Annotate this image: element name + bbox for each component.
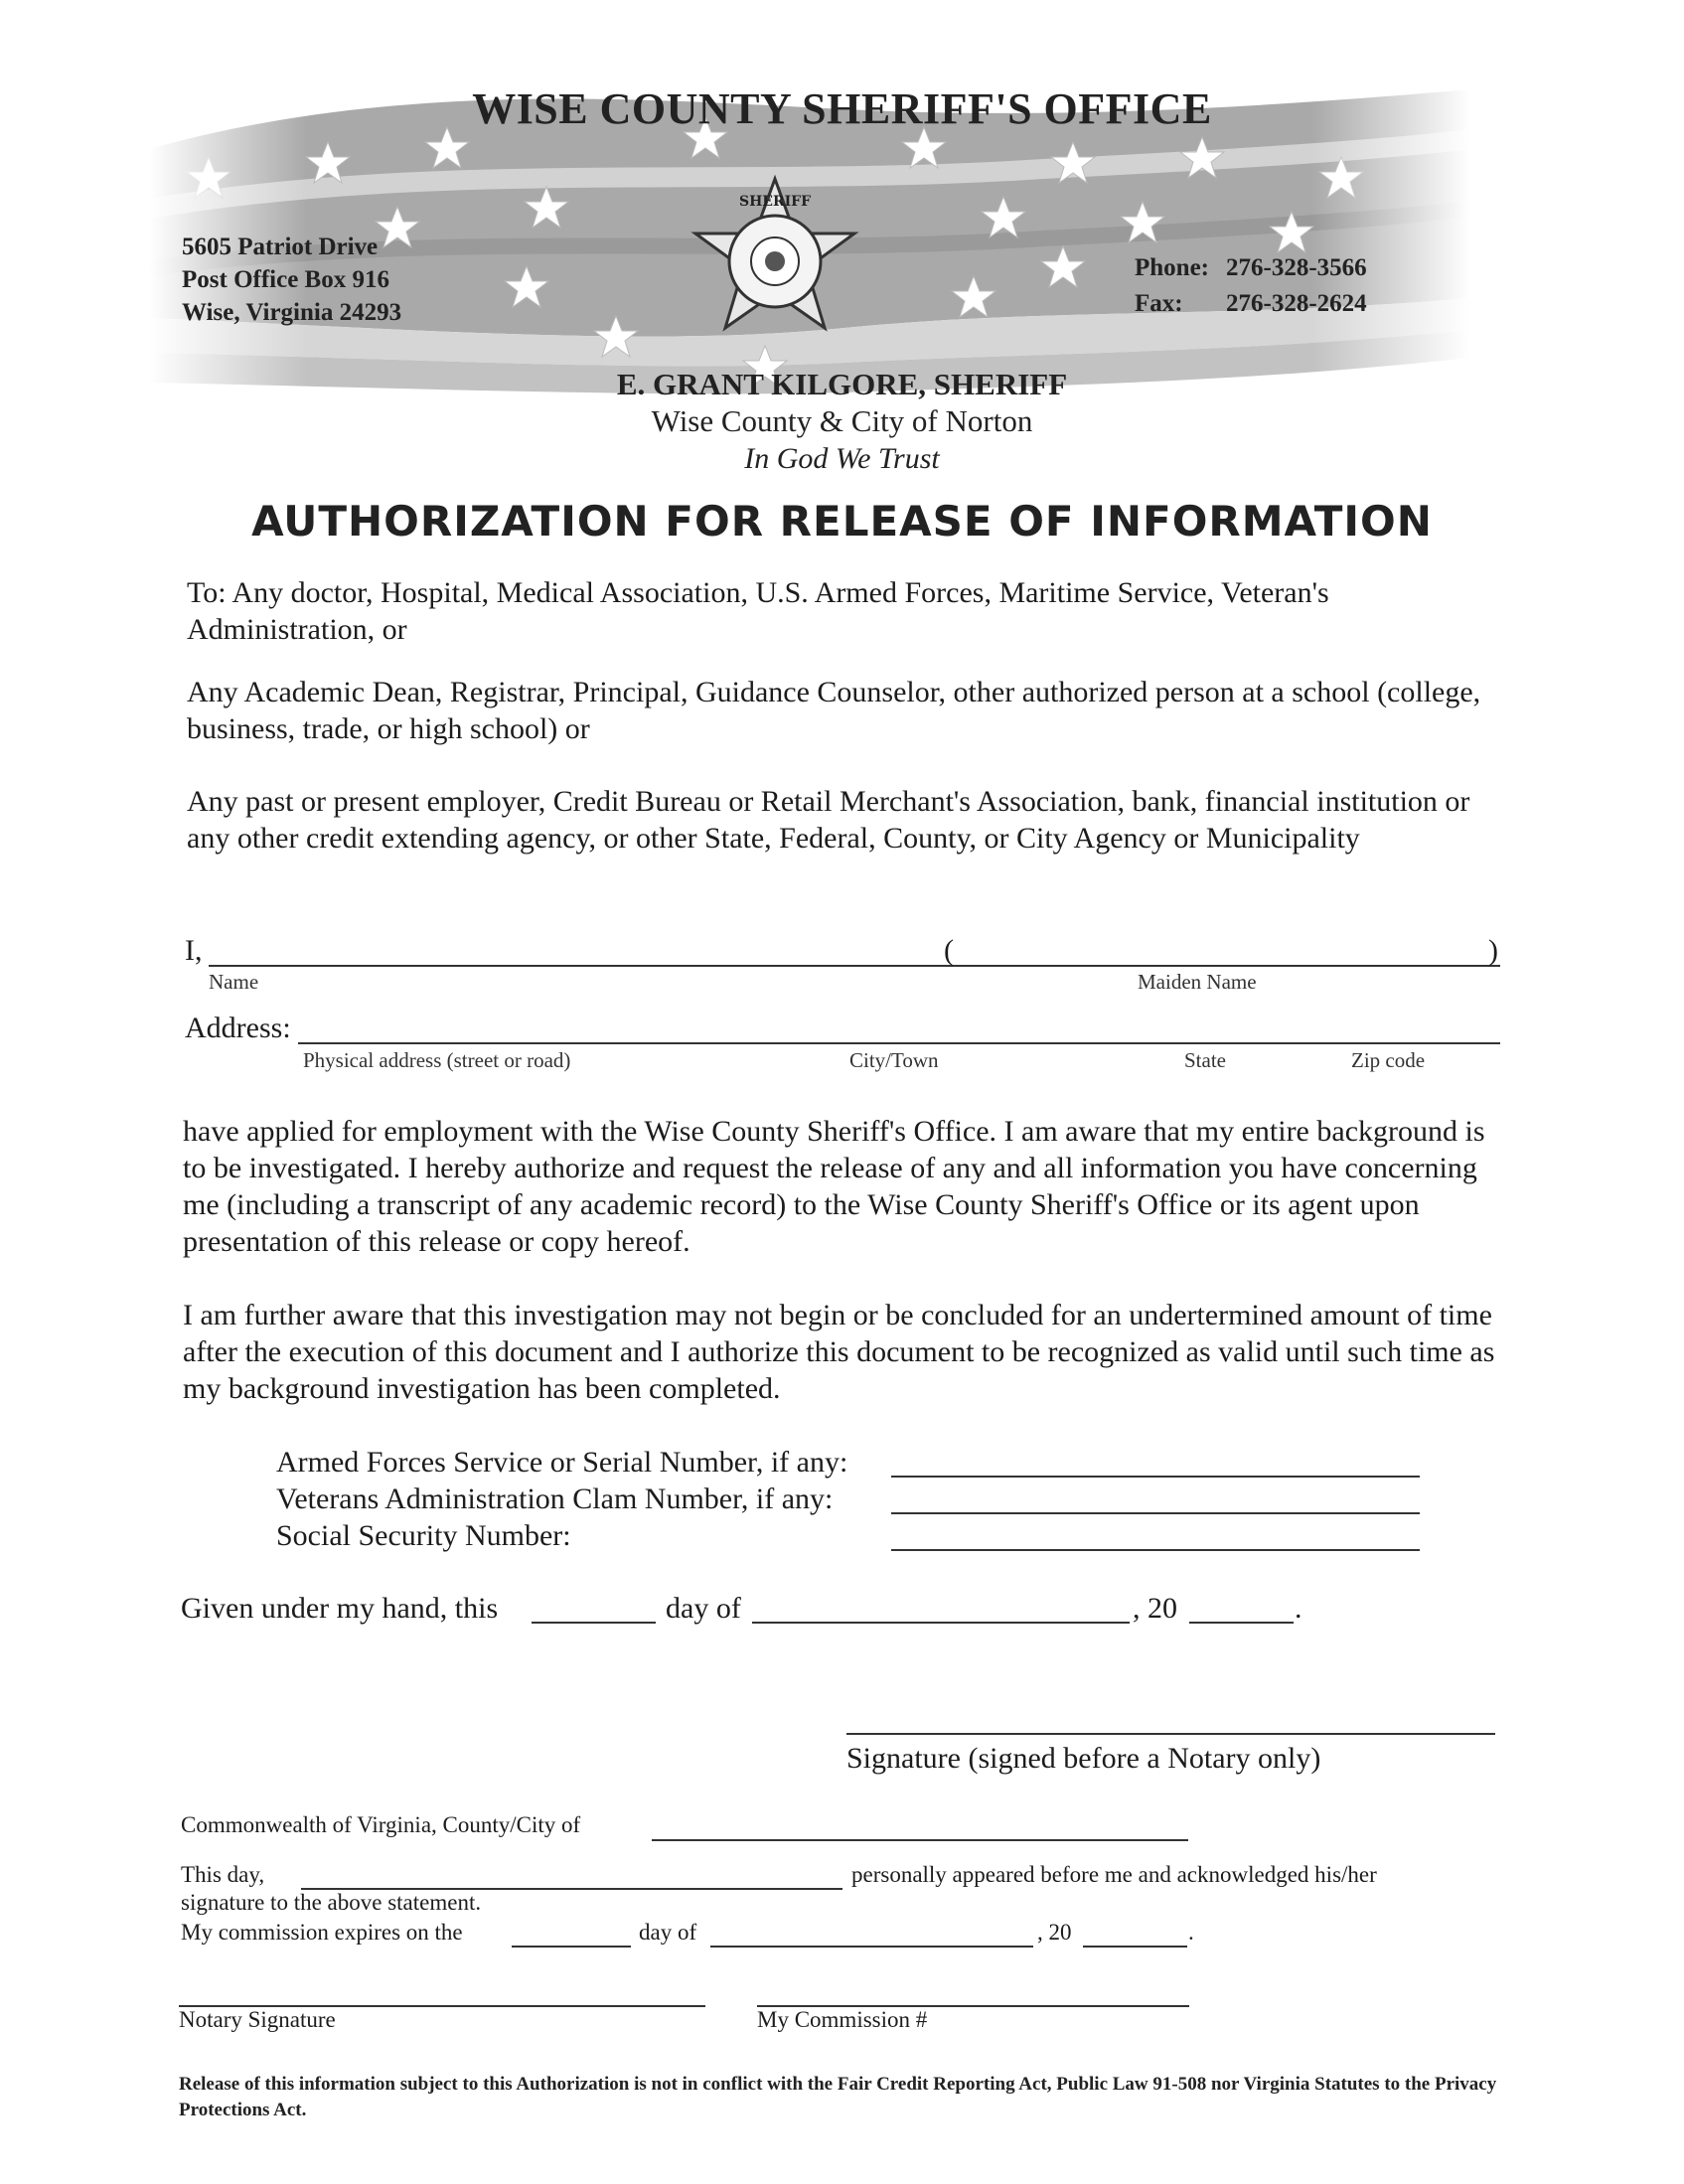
ssn-label: Social Security Number: — [276, 1519, 571, 1552]
address-line: Wise, Virginia 24293 — [182, 299, 402, 326]
given-day-field[interactable] — [532, 1622, 656, 1624]
commonwealth-label: Commonwealth of Virginia, County/City of — [181, 1812, 581, 1837]
i-prefix: I, — [185, 934, 203, 967]
zip-label: Zip code — [1351, 1048, 1426, 1072]
address-line: Post Office Box 916 — [182, 266, 389, 293]
va-claim-field[interactable] — [891, 1512, 1420, 1514]
jurisdiction: Wise County & City of Norton — [651, 403, 1033, 438]
armed-forces-field[interactable] — [891, 1476, 1420, 1478]
commission-period: . — [1188, 1920, 1194, 1945]
address-prefix: Address: — [185, 1012, 291, 1044]
sheriff-name: E. GRANT KILGORE, SHERIFF — [616, 367, 1068, 401]
signature-field[interactable] — [846, 1733, 1495, 1735]
given-year-field[interactable] — [1189, 1622, 1294, 1624]
notary-signature-label: Notary Signature — [179, 2007, 336, 2032]
maiden-name-label: Maiden Name — [1138, 970, 1257, 994]
commission-year-prefix: , 20 — [1037, 1920, 1072, 1945]
address-line: 5605 Patriot Drive — [182, 234, 379, 260]
agency-contact — [1135, 250, 1367, 322]
motto: In God We Trust — [744, 442, 940, 475]
body-paragraph-1: have applied for employment with the Wise County Sheriff's Office. I am aware that my entire background is to be investigated. I hereby authorize and request the release of any and all information you have concerning me (including a transcript of any academic record) to the Wise County Sheriff's Office or its agent upon presentation of this release or copy hereof. — [183, 1115, 1485, 1258]
commission-expires-label: My commission expires on the — [181, 1920, 463, 1945]
badge-label: SHERIFF — [738, 194, 812, 210]
fax-label: Fax: — [1135, 290, 1183, 317]
intro-paragraph-1: To: Any doctor, Hospital, Medical Association, U.S. Armed Forces, Maritime Service, Veteran's Administration, or — [187, 576, 1329, 646]
agency-name: WISE COUNTY SHERIFF'S OFFICE — [472, 84, 1212, 133]
commission-month-field[interactable] — [710, 1946, 1033, 1948]
form-title: AUTHORIZATION FOR RELEASE OF INFORMATION — [251, 497, 1433, 546]
signature-statement-text: signature to the above statement. — [181, 1890, 482, 1915]
intro-paragraph-2: Any Academic Dean, Registrar, Principal, Guidance Counselor, other authorized person at a school (college, business, trade, or high school) or — [187, 676, 1481, 745]
body-paragraph-2: I am further aware that this investigation may not begin or be concluded for an undertermined amount of time after the execution of this document and I authorize this document to be recognized as valid until such time as my background investigation has been completed. — [183, 1299, 1495, 1405]
legal-disclaimer: Release of this information subject to this Authorization is not in conflict with the Fair Credit Reporting Act, Public Law 91-508 nor Virginia Statutes to the Privacy Protections Act. — [179, 2074, 1497, 2120]
sheriff-badge-icon — [686, 174, 864, 353]
city-label: City/Town — [849, 1048, 939, 1072]
given-prefix: Given under my hand, this — [181, 1592, 499, 1625]
given-year-prefix: , 20 — [1133, 1592, 1177, 1625]
paren-close: ) — [1488, 934, 1498, 967]
commission-day-field[interactable] — [512, 1946, 631, 1948]
this-day-label: This day, — [181, 1862, 265, 1887]
county-city-field[interactable] — [652, 1839, 1188, 1841]
fax-number: 276-328-2624 — [1226, 290, 1367, 317]
agency-address — [182, 231, 401, 329]
given-day-of: day of — [666, 1592, 741, 1625]
intro-paragraph-3: Any past or present employer, Credit Bureau or Retail Merchant's Association, bank, financial institution or any other credit extending agency, or other State, Federal, County, or City Agency or Municipality — [187, 785, 1470, 855]
commission-day-of: day of — [639, 1920, 697, 1945]
state-label: State — [1184, 1048, 1226, 1072]
phone-number: 276-328-3566 — [1226, 254, 1367, 281]
given-month-field[interactable] — [752, 1622, 1130, 1624]
name-field[interactable] — [209, 965, 1500, 967]
paren-open: ( — [944, 934, 954, 967]
phone-label: Phone: — [1135, 254, 1209, 281]
name-label: Name — [209, 970, 259, 994]
appeared-text: personally appeared before me and acknowledged his/her — [851, 1862, 1377, 1887]
signature-label: Signature (signed before a Notary only) — [846, 1742, 1321, 1775]
commission-year-field[interactable] — [1083, 1946, 1187, 1948]
address-field[interactable] — [298, 1042, 1500, 1044]
ssn-field[interactable] — [891, 1549, 1420, 1551]
armed-forces-label: Armed Forces Service or Serial Number, if any: — [276, 1446, 848, 1479]
commission-number-label: My Commission # — [757, 2007, 928, 2032]
physical-address-label: Physical address (street or road) — [303, 1048, 571, 1072]
given-period: . — [1295, 1592, 1302, 1625]
va-claim-label: Veterans Administration Clam Number, if any: — [276, 1482, 834, 1515]
